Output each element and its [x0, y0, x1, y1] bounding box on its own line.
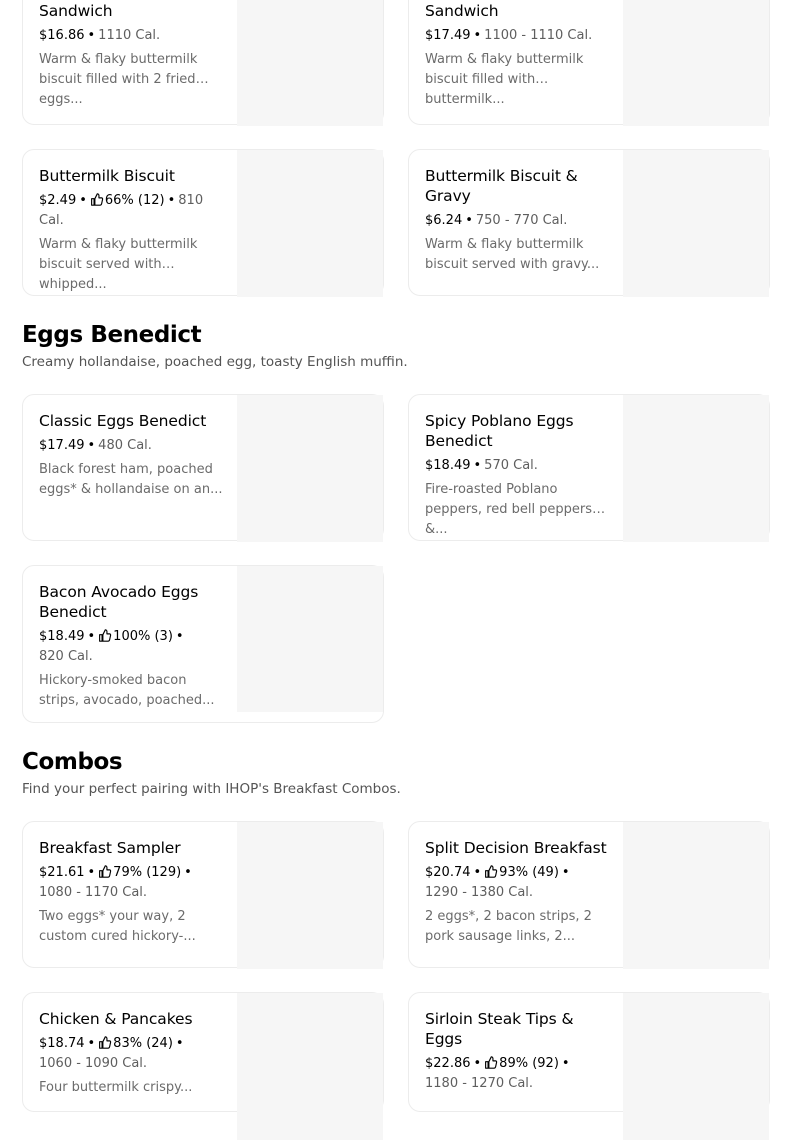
section-title: Eggs Benedict: [22, 322, 202, 348]
item-name: Bacon Avocado Eggs Benedict: [39, 583, 199, 621]
menu-item-card[interactable]: [408, 0, 770, 125]
item-price: $22.86: [425, 1056, 471, 1071]
item-calories: 1290 - 1380 Cal.: [425, 885, 534, 900]
item-price: $18.74: [39, 1036, 85, 1051]
item-name: Sandwich: [425, 2, 499, 20]
item-description: Black forest ham, poached eggs* & hollandaise on an...: [39, 462, 223, 497]
item-name: Buttermilk Biscuit & Gravy: [425, 167, 578, 205]
item-calories: 810 Cal.: [39, 193, 204, 228]
menu-item-card[interactable]: [408, 992, 770, 1112]
item-name: Sirloin Steak Tips & Eggs: [425, 1010, 574, 1048]
item-image-placeholder: [237, 566, 383, 712]
item-calories: 570 Cal.: [484, 458, 538, 473]
item-description: Warm & flaky buttermilk biscuit filled with 2 fried eggs...: [39, 52, 198, 107]
menu-item-card[interactable]: [22, 565, 384, 723]
item-meta: $17.49 • 480 Cal.: [39, 438, 152, 453]
item-description: Two eggs* your way, 2 custom cured hickory-...: [39, 909, 196, 944]
section-title: Combos: [22, 749, 123, 775]
item-image-placeholder: [237, 993, 383, 1140]
item-price: $6.24: [425, 213, 463, 228]
item-meta: $21.61 • 79% (129) • 1080 - 1170 Cal.: [39, 865, 192, 900]
item-meta: $2.49 • 66% (12) • 810 Cal.: [39, 193, 204, 228]
item-price: $17.49: [39, 438, 85, 453]
item-price: $17.49: [425, 28, 471, 43]
item-image-placeholder: [623, 150, 769, 297]
item-image-placeholder: [237, 822, 383, 969]
item-meta: $22.86 • 89% (92) • 1180 - 1270 Cal.: [425, 1056, 570, 1091]
item-name: Breakfast Sampler: [39, 839, 181, 857]
item-meta: $18.49 • 100% (3) • 820 Cal.: [39, 629, 184, 664]
section-subtitle: Creamy hollandaise, poached egg, toasty English muffin.: [22, 354, 408, 370]
item-rating: 89% (92): [499, 1056, 559, 1071]
item-description: Warm & flaky buttermilk biscuit served with gravy...: [425, 237, 600, 272]
thumbs-up-icon: [484, 865, 497, 878]
item-description: Warm & flaky buttermilk biscuit served with whipped...: [39, 237, 198, 292]
item-image-placeholder: [237, 150, 383, 297]
item-price: $16.86: [39, 28, 85, 43]
item-name: Classic Eggs Benedict: [39, 412, 207, 430]
item-description: 2 eggs*, 2 bacon strips, 2 pork sausage links, 2...: [425, 909, 592, 944]
item-price: $18.49: [39, 629, 85, 644]
section-subtitle: Find your perfect pairing with IHOP's Breakfast Combos.: [22, 781, 401, 797]
item-image-placeholder: [237, 0, 383, 126]
menu-item-card[interactable]: [22, 0, 384, 125]
thumbs-up-icon: [98, 1036, 111, 1049]
thumbs-up-icon: [98, 865, 111, 878]
item-name: Spicy Poblano Eggs Benedict: [425, 412, 574, 450]
item-calories: 480 Cal.: [98, 438, 152, 453]
menu-item-card[interactable]: [22, 149, 384, 296]
item-calories: 1080 - 1170 Cal.: [39, 885, 148, 900]
item-rating: 79% (129): [113, 865, 182, 880]
menu-item-card[interactable]: [408, 394, 770, 541]
item-price: $21.61: [39, 865, 85, 880]
thumbs-up-icon: [484, 1056, 497, 1069]
item-meta: $17.49 • 1100 - 1110 Cal.: [425, 28, 593, 43]
item-image-placeholder: [623, 822, 769, 969]
item-image-placeholder: [623, 993, 769, 1140]
item-name: Sandwich: [39, 2, 113, 20]
item-calories: 750 - 770 Cal.: [475, 213, 568, 228]
menu-item-card[interactable]: [22, 394, 384, 541]
item-rating: 83% (24): [113, 1036, 173, 1051]
thumbs-up-icon: [90, 193, 103, 206]
item-price: $2.49: [39, 193, 77, 208]
item-image-placeholder: [237, 395, 383, 542]
item-rating: 93% (49): [499, 865, 559, 880]
item-price: $20.74: [425, 865, 471, 880]
item-meta: $20.74 • 93% (49) • 1290 - 1380 Cal.: [425, 865, 570, 900]
item-name: Split Decision Breakfast: [425, 839, 607, 857]
item-rating: 100% (3): [113, 629, 173, 644]
thumbs-up-icon: [98, 629, 111, 642]
item-name: Chicken & Pancakes: [39, 1010, 193, 1028]
item-calories: 1180 - 1270 Cal.: [425, 1076, 534, 1091]
item-image-placeholder: [623, 0, 769, 126]
item-calories: 1110 Cal.: [98, 28, 161, 43]
menu-item-card[interactable]: [408, 821, 770, 968]
item-meta: $16.86 • 1110 Cal.: [39, 28, 161, 43]
item-meta: $18.49 • 570 Cal.: [425, 458, 538, 473]
item-description: Hickory-smoked bacon strips, avocado, poached...: [39, 673, 215, 708]
item-meta: $6.24 • 750 - 770 Cal.: [425, 213, 568, 228]
menu-item-card[interactable]: [408, 149, 770, 296]
item-meta: $18.74 • 83% (24) • 1060 - 1090 Cal.: [39, 1036, 184, 1071]
item-description: Fire-roasted Poblano peppers, red bell peppers &...: [425, 482, 593, 537]
item-calories: 1100 - 1110 Cal.: [484, 28, 593, 43]
item-description: Warm & flaky buttermilk biscuit filled with buttermilk...: [425, 52, 584, 107]
item-calories: 820 Cal.: [39, 649, 93, 664]
item-image-placeholder: [623, 395, 769, 542]
item-name: Buttermilk Biscuit: [39, 167, 175, 185]
menu-item-card[interactable]: [22, 992, 384, 1112]
item-rating: 66% (12): [104, 193, 165, 208]
item-calories: 1060 - 1090 Cal.: [39, 1056, 148, 1071]
item-description: Four buttermilk crispy...: [39, 1080, 193, 1095]
item-price: $18.49: [425, 458, 471, 473]
menu-item-card[interactable]: [22, 821, 384, 968]
